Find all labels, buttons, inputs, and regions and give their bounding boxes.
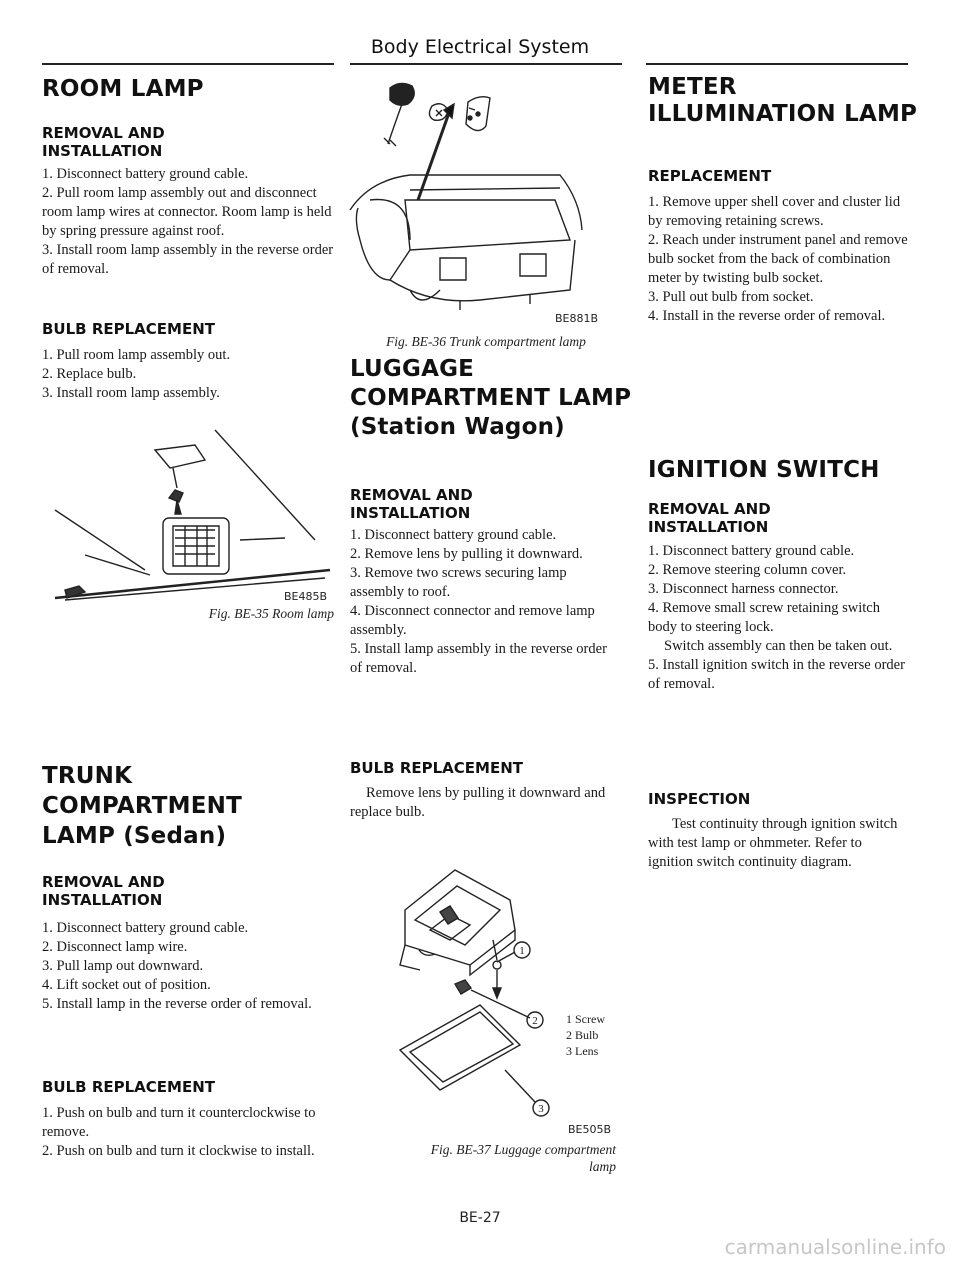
list-item: 2. Disconnect lamp wire. [42,939,188,955]
list-item: 2. Replace bulb. [42,366,137,382]
trunk-lamp-figure-caption: Fig. BE-36 Trunk compartment lamp [386,334,586,349]
list-item: 2. Push on bulb and turn it clockwise to install. [42,1143,315,1159]
list-item-note: Switch assembly can then be taken out. [664,638,893,654]
callout-1: 1 [519,945,525,957]
luggage-lamp-figure-caption-line2: lamp [589,1159,616,1174]
luggage-lamp-title-line3: (Station Wagon) [350,414,565,440]
meter-lamp-title-line1: METER [648,74,737,100]
list-item: 3. Disconnect harness connector. [648,581,839,597]
room-lamp-illustration [55,430,335,580]
meter-lamp-steps [648,193,908,326]
luggage-lamp-removal-heading: REMOVAL AND INSTALLATION [350,486,473,522]
list-item: 5. Install lamp in the reverse order of removal. [42,996,312,1012]
list-item: 1. Disconnect battery ground cable. [648,543,855,559]
list-item: 3. Pull lamp out downward. [42,958,204,974]
list-item: 3. Install room lamp assembly in the reverse order of removal. [42,242,334,277]
list-item: 2. Remove lens by pulling it downward. [350,546,583,562]
room-lamp-figure-code: BE485B [284,590,328,603]
meter-lamp-replacement-heading: REPLACEMENT [648,167,772,185]
meter-lamp-title-line2: ILLUMINATION LAMP [648,101,918,127]
luggage-lamp-bulb-text: Remove lens by pulling it downward and replace bulb. [350,785,606,820]
callout-3: 3 [538,1103,544,1115]
list-item: 5. Install ignition switch in the reverse order of removal. [648,657,905,692]
legend-item-lens: 3 Lens [566,1044,599,1058]
callout-2: 2 [532,1015,538,1027]
watermark: carmanualsonline.info [724,1235,946,1259]
luggage-lamp-title-line2: COMPARTMENT LAMP [350,385,632,411]
list-item: 2. Pull room lamp assembly out and disconnect room lamp wires at connector. Room lamp is held by spring pressure against roof. [42,185,332,239]
trunk-lamp-title-line3: LAMP (Sedan) [42,823,227,849]
header-rule-right [646,63,908,65]
list-item: 1. Remove upper shell cover and cluster lid by removing retaining screws. [648,194,901,229]
trunk-lamp-removal-steps [42,919,334,1014]
legend-item-bulb: 2 Bulb [566,1028,599,1042]
list-item: 3. Pull out bulb from socket. [648,289,814,305]
room-lamp-bulb-heading: BULB REPLACEMENT [42,320,215,338]
header-rule-middle [350,63,622,65]
trunk-lamp-title-line1: TRUNK [42,763,133,789]
luggage-lamp-title-line1: LUGGAGE [350,356,475,382]
luggage-lamp-removal-steps [350,526,622,678]
trunk-lamp-figure-code: BE881B [555,312,599,325]
luggage-lamp-bulb-heading: BULB REPLACEMENT [350,759,523,777]
ignition-switch-title: IGNITION SWITCH [648,457,880,483]
list-item: 1. Push on bulb and turn it counterclockwise to remove. [42,1105,316,1140]
list-item: 1. Disconnect battery ground cable. [42,920,249,936]
inspection-text: Test continuity through ignition switch with test lamp or ohmmeter. Refer to ignition switch continuity diagram. [648,816,898,870]
ignition-switch-steps [648,542,908,694]
room-lamp-title: ROOM LAMP [42,76,204,102]
inspection-heading: INSPECTION [648,790,751,808]
list-item: 3. Install room lamp assembly. [42,385,220,401]
list-item: 1. Disconnect battery ground cable. [350,527,557,543]
list-item: 3. Remove two screws securing lamp assembly to roof. [350,565,567,600]
list-item: 4. Lift socket out of position. [42,977,211,993]
room-lamp-removal-heading: REMOVAL AND INSTALLATION [42,124,165,160]
list-item: 4. Disconnect connector and remove lamp assembly. [350,603,595,638]
trunk-lamp-title-line2: COMPARTMENT [42,793,242,819]
list-item: 1. Disconnect battery ground cable. [42,166,249,182]
trunk-lamp-bulb-steps [42,1104,334,1161]
luggage-lamp-figure-caption-line1: Fig. BE-37 Luggage compartment [430,1142,616,1157]
luggage-lamp-figure-code: BE505B [568,1123,612,1136]
page-header-title: Body Electrical System [370,36,590,58]
room-lamp-bulb-steps [42,346,334,403]
list-item: 4. Remove small screw retaining switch body to steering lock. [648,600,880,635]
list-item: 2. Reach under instrument panel and remove bulb socket from the back of combination meter by twisting bulb socket. [648,232,908,286]
list-item: 2. Remove steering column cover. [648,562,847,578]
luggage-lamp-illustration [385,870,585,1120]
list-item: 5. Install lamp assembly in the reverse order of removal. [350,641,607,676]
page-number: BE-27 [459,1210,501,1226]
trunk-lamp-removal-heading: REMOVAL AND INSTALLATION [42,873,165,909]
list-item: 1. Pull room lamp assembly out. [42,347,231,363]
room-lamp-removal-steps [42,165,334,279]
trunk-lamp-bulb-heading: BULB REPLACEMENT [42,1078,215,1096]
legend-item-screw: 1 Screw [566,1012,605,1026]
ignition-switch-removal-heading: REMOVAL AND INSTALLATION [648,500,771,536]
list-item: 4. Install in the reverse order of removal. [648,308,886,324]
room-lamp-figure-caption: Fig. BE-35 Room lamp [208,606,334,621]
trunk-lamp-illustration [350,80,620,320]
header-rule-left [42,63,334,65]
luggage-lamp-legend [566,1011,605,1059]
